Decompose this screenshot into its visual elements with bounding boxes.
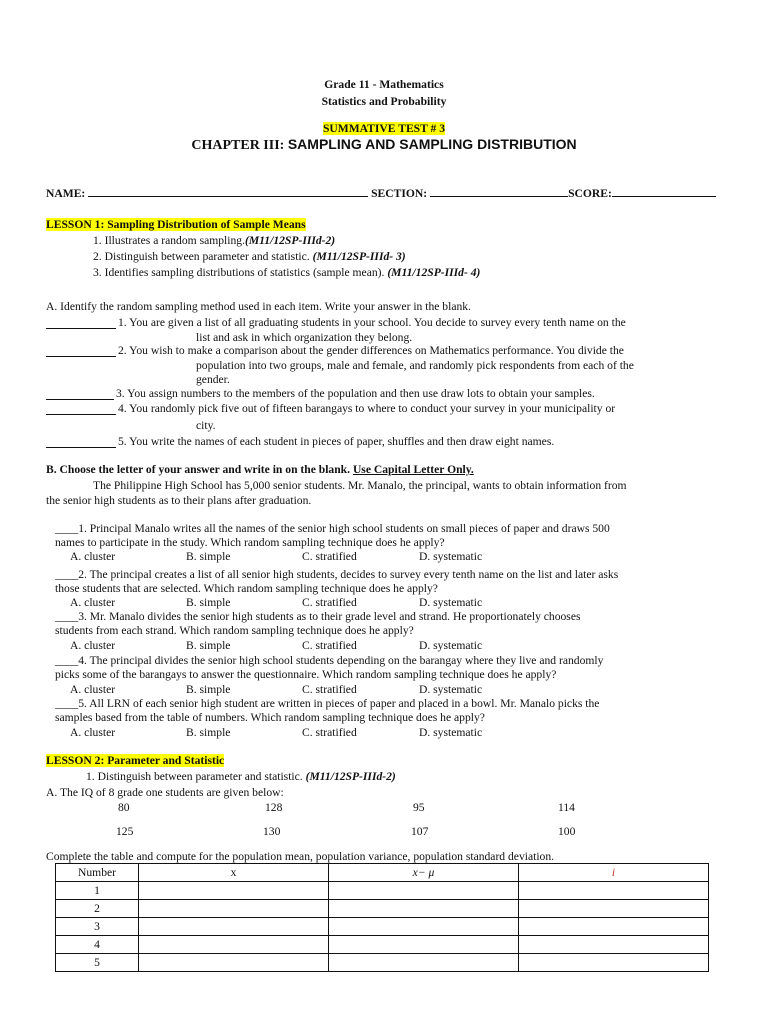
cell-squared[interactable] <box>519 936 709 954</box>
header-x-minus-mu: x− μ <box>329 864 519 882</box>
lesson1-title-text: LESSON 1: Sampling Distribution of Sample Means <box>46 218 306 231</box>
cell-deviation[interactable] <box>329 882 519 900</box>
partB-question-1-line1 <box>55 522 610 535</box>
row-number: 3 <box>56 918 139 936</box>
cell-squared[interactable] <box>519 900 709 918</box>
cell-deviation[interactable] <box>329 954 519 972</box>
iq-value: 125 <box>116 825 134 838</box>
q3-choice-d: D. systematic <box>419 639 483 652</box>
grade-heading: Grade 11 - Mathematics <box>324 78 444 91</box>
lesson2-title <box>46 754 224 767</box>
partA-item-2-line1: 2. You wish to make a comparison about the gender differences on Mathematics performance. You divide the <box>118 344 624 357</box>
answer-blank-a2[interactable] <box>46 346 116 357</box>
answer-blank-a4[interactable] <box>46 404 116 415</box>
lesson2-objective <box>86 770 396 783</box>
student-info-line <box>46 186 716 200</box>
q3-choice-c: C. stratified <box>302 639 357 652</box>
objective-text: 1. Distinguish between parameter and statistic. <box>86 770 306 783</box>
cell-x[interactable] <box>139 882 329 900</box>
row-number: 5 <box>56 954 139 972</box>
q5-choice-a: A. cluster <box>70 726 116 739</box>
partB-context-line1: The Philippine High School has 5,000 senior students. Mr. Manalo, the principal, wants to obtain information from <box>93 479 627 492</box>
computation-table <box>55 863 709 972</box>
lesson2-title-text: LESSON 2: Parameter and Statistic <box>46 754 225 767</box>
q2-choice-d: D. systematic <box>419 596 483 609</box>
lesson1-title <box>46 218 306 231</box>
table-row <box>56 882 709 900</box>
q5-choice-b: B. simple <box>186 726 231 739</box>
table-row <box>56 900 709 918</box>
name-label: NAME: <box>46 187 86 200</box>
partA-item-2-line3: gender. <box>196 373 230 386</box>
name-field[interactable] <box>88 186 368 197</box>
lesson2-table-instruction: Complete the table and compute for the population mean, population variance, population standard deviation. <box>46 850 555 863</box>
partB-question-5-line2: samples based from the table of numbers. Which random sampling technique does he apply? <box>55 711 485 724</box>
partB-question-4-line1 <box>55 654 603 667</box>
cell-deviation[interactable] <box>329 936 519 954</box>
score-label: SCORE: <box>568 187 612 200</box>
section-label: SECTION: <box>371 187 428 200</box>
row-number: 4 <box>56 936 139 954</box>
chapter-heading <box>0 136 768 154</box>
cell-squared[interactable] <box>519 954 709 972</box>
objective-text: 1. Illustrates a random sampling. <box>93 234 245 247</box>
q2-choice-a: A. cluster <box>70 596 116 609</box>
q2-choice-b: B. simple <box>186 596 231 609</box>
q3-choice-a: A. cluster <box>70 639 116 652</box>
header-number: Number <box>56 864 139 882</box>
subject-heading: Statistics and Probability <box>321 95 447 108</box>
partB-instruction <box>46 463 474 476</box>
question-text: 1. Principal Manalo writes all the names of the senior high school students on small pieces of paper and draws 500 <box>78 522 610 535</box>
iq-value: 128 <box>265 801 283 814</box>
table-row <box>56 918 709 936</box>
objective-code: (M11/12SP-IIId- 4) <box>387 266 481 279</box>
iq-value: 95 <box>413 801 425 814</box>
lesson2-partA: A. The IQ of 8 grade one students are given below: <box>46 786 284 799</box>
q4-choice-a: A. cluster <box>70 683 116 696</box>
lesson1-objective-3 <box>93 266 480 279</box>
q3-choice-b: B. simple <box>186 639 231 652</box>
cell-squared[interactable] <box>519 918 709 936</box>
partB-question-1-line2: names to participate in the study. Which random sampling technique does he apply? <box>55 536 445 549</box>
partB-question-5-line1 <box>55 697 599 710</box>
cell-x[interactable] <box>139 954 329 972</box>
partA-item-3: 3. You assign numbers to the members of the population and then use draw lots to obtain your samples. <box>116 387 595 400</box>
section-field[interactable] <box>430 186 568 197</box>
objective-code: (M11/12SP-IIId-2) <box>244 234 336 247</box>
answer-blank-a5[interactable] <box>46 437 116 448</box>
partA-item-1-line2: list and ask in which organization they belong. <box>196 331 413 344</box>
partB-question-3-line1 <box>55 610 580 623</box>
cell-deviation[interactable] <box>329 918 519 936</box>
q5-choice-d: D. systematic <box>419 726 483 739</box>
objective-text: 2. Distinguish between parameter and statistic. <box>93 250 313 263</box>
partA-item-4-line2: city. <box>196 419 216 432</box>
header-x: x <box>139 864 329 882</box>
partB-instruction-underlined: Use Capital Letter Only. <box>352 463 474 476</box>
partB-instruction-text: B. Choose the letter of your answer and write in on the blank. <box>46 463 353 476</box>
q4-choice-b: B. simple <box>186 683 231 696</box>
partB-question-2-line1 <box>55 568 618 581</box>
objective-code: (M11/12SP-IIId-2) <box>305 770 396 783</box>
test-title: SUMMATIVE TEST # 3 <box>322 122 446 135</box>
chapter-prefix: CHAPTER III: <box>191 138 288 153</box>
answer-blank-a1[interactable] <box>46 318 116 329</box>
row-number: 2 <box>56 900 139 918</box>
chapter-title: SAMPLING AND SAMPLING DISTRIBUTION <box>287 136 577 152</box>
cell-deviation[interactable] <box>329 900 519 918</box>
partA-item-5: 5. You write the names of each student in pieces of paper, shuffles and then draw eight names. <box>118 435 555 448</box>
question-text: 3. Mr. Manalo divides the senior high students as to their grade level and strand. He proportionately chooses <box>78 610 581 623</box>
score-field[interactable] <box>612 186 716 197</box>
partA-instruction: A. Identify the random sampling method used in each item. Write your answer in the blank. <box>46 300 471 313</box>
table-header-row <box>56 864 709 882</box>
row-number: 1 <box>56 882 139 900</box>
q1-choice-a: A. cluster <box>70 550 116 563</box>
q1-choice-b: B. simple <box>186 550 231 563</box>
iq-value: 100 <box>558 825 576 838</box>
cell-squared[interactable] <box>519 882 709 900</box>
answer-blank-a3[interactable] <box>46 389 114 400</box>
partB-question-4-line2: picks some of the barangays to answer the questionnaire. Which random sampling technique does he apply? <box>55 668 557 681</box>
q5-choice-c: C. stratified <box>302 726 357 739</box>
answer-blank[interactable]: ____ <box>55 522 79 535</box>
question-text: 5. All LRN of each senior high student are written in pieces of paper and placed in a bowl. Mr. Manalo picks the <box>78 697 600 710</box>
iq-value: 107 <box>411 825 429 838</box>
iq-value: 80 <box>118 801 130 814</box>
cell-x[interactable] <box>139 918 329 936</box>
table-row <box>56 954 709 972</box>
test-heading <box>0 122 768 135</box>
lesson1-objective-1 <box>93 234 335 247</box>
answer-blank[interactable]: ____ <box>55 568 79 581</box>
partB-question-3-line2: students from each strand. Which random sampling technique does he apply? <box>55 624 414 637</box>
partB-context-line2: the senior high students as to their plans after graduation. <box>46 494 312 507</box>
lesson1-objective-2 <box>93 250 406 263</box>
answer-blank[interactable]: ____ <box>55 697 79 710</box>
q2-choice-c: C. stratified <box>302 596 357 609</box>
question-text: 4. The principal divides the senior high school students depending on the barangay where they live and randomly <box>78 654 604 667</box>
cell-x[interactable] <box>139 900 329 918</box>
q4-choice-d: D. systematic <box>419 683 483 696</box>
question-text: 2. The principal creates a list of all senior high students, decides to survey every tenth name on the list and later asks <box>78 568 619 581</box>
partA-item-2-line2: population into two groups, male and female, and randomly pick respondents from each of the <box>196 359 634 372</box>
answer-blank[interactable]: ____ <box>55 610 79 623</box>
partA-item-1-line1: 1. You are given a list of all graduating students in your school. You decide to survey every tenth name on the <box>118 316 626 329</box>
objective-text: 3. Identifies sampling distributions of statistics (sample mean). <box>93 266 388 279</box>
objective-code: (M11/12SP-IIId- 3) <box>312 250 406 263</box>
table-row <box>56 936 709 954</box>
answer-blank[interactable]: ____ <box>55 654 79 667</box>
cell-x[interactable] <box>139 936 329 954</box>
iq-value: 130 <box>263 825 281 838</box>
header-squared-deviation: i <box>519 864 709 882</box>
iq-value: 114 <box>558 801 575 814</box>
q1-choice-c: C. stratified <box>302 550 357 563</box>
q4-choice-c: C. stratified <box>302 683 357 696</box>
partB-question-2-line2: those students that are selected. Which random sampling technique does he apply? <box>55 582 438 595</box>
q1-choice-d: D. systematic <box>419 550 483 563</box>
partA-item-4-line1: 4. You randomly pick five out of fifteen barangays to where to conduct your survey in your municipality or <box>118 402 616 415</box>
